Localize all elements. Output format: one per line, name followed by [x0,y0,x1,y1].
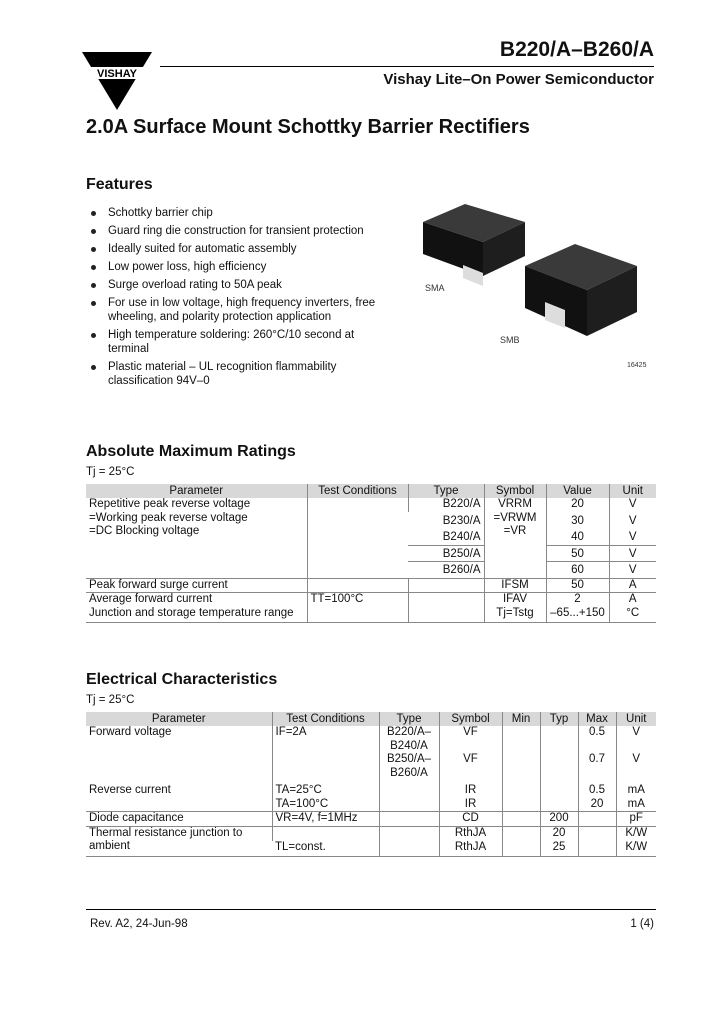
param-line: Repetitive peak reverse voltage [89,498,251,510]
list-item: Surge overload rating to 50A peak [86,278,376,292]
table-row [86,607,656,623]
footer-revision: Rev. A2, 24-Jun-98 [90,918,188,930]
list-item: High temperature soldering: 260°C/10 second at terminal [86,328,376,356]
table-cell: CD [439,812,502,827]
table-cell [272,826,379,841]
table-cell: A [609,593,656,607]
table-cell: V [616,753,656,784]
table-cell: IR [439,798,502,812]
ec-heading: Electrical Characteristics [86,671,278,688]
col-header: Symbol [439,712,502,726]
table-cell [540,753,578,784]
col-header: Type [408,484,484,498]
table-cell: Peak forward surge current [86,578,307,593]
table-cell: Diode capacitance [86,812,272,827]
table-cell: B220/A– B240/A [379,726,439,753]
col-header: Parameter [86,484,307,498]
sma-package [423,204,525,286]
table-cell: VF [439,726,502,753]
table-cell: pF [616,812,656,827]
table-cell: 2 [546,593,609,607]
col-header: Type [379,712,439,726]
company-subtitle: Vishay Lite–On Power Semiconductor [383,71,654,88]
col-header: Parameter [86,712,272,726]
table-cell: IFSM [484,578,546,593]
table-header-row [86,484,656,498]
table-cell: VR=4V, f=1MHz [272,812,379,827]
table-cell: B250/A [408,545,484,562]
part-number-title: B220/A–B260/A [499,38,654,61]
footer-rule [86,909,656,910]
table-cell: V [609,512,656,529]
table-cell [379,812,439,827]
table-cell: –65...+150 [546,607,609,623]
table-row [86,578,656,593]
table-cell [408,593,484,607]
table-cell [502,784,540,798]
figure-ref: 16425 [627,362,647,369]
table-cell [379,841,439,856]
table-cell: TA=100°C [272,798,379,812]
table-cell: 25 [540,841,578,856]
table-cell: mA [616,784,656,798]
table-cell [540,726,578,753]
table-cell: B260/A [408,562,484,579]
table-cell: K/W [616,841,656,856]
table-cell [86,498,307,578]
table-cell: RthJA [439,841,502,856]
table-row [86,753,656,784]
table-cell: V [609,498,656,512]
package-drawing [405,190,655,370]
smb-package [525,244,637,336]
table-cell: TT=100°C [307,593,408,607]
header-rule [160,66,654,67]
footer-page-number: 1 (4) [630,918,654,930]
symbol-line: =VRWM [493,511,537,524]
table-row [86,726,656,753]
list-item: Plastic material – UL recognition flammability classification 94V–0 [86,360,376,388]
table-cell [379,784,439,798]
table-cell: B220/A [408,498,484,512]
table-cell: Junction and storage temperature range [89,606,294,619]
table-cell: V [609,562,656,579]
col-header: Symbol [484,484,546,498]
list-item: Guard ring die construction for transient protection [86,224,376,238]
table-cell [379,798,439,812]
table-cell: RthJA [439,826,502,841]
table-cell: IF=2A [272,726,379,753]
features-list [86,206,376,392]
table-row [86,812,656,827]
col-header: Unit [616,712,656,726]
table-cell [408,578,484,593]
table-cell: 0.5 [578,726,616,753]
table-cell: A [609,578,656,593]
list-item: For use in low voltage, high frequency inverters, free wheeling, and polarity protection application [86,296,376,324]
list-item: Ideally suited for automatic assembly [86,242,376,256]
symbol-line: =VR [503,525,527,537]
col-header: Typ [540,712,578,726]
table-row [86,798,656,812]
table-cell [484,498,546,578]
ec-table [86,712,656,857]
table-cell [578,826,616,841]
table-cell: 0.5 [578,784,616,798]
param-line: =Working peak reverse voltage [89,511,248,524]
table-cell: VF [439,753,502,784]
table-cell: Tj=Tstg [484,607,546,623]
table-cell: 60 [546,562,609,579]
table-cell [578,841,616,856]
table-row [86,784,656,798]
list-item: Schottky barrier chip [86,206,376,220]
table-cell: 50 [546,578,609,593]
table-cell: V [616,726,656,753]
table-cell: V [609,545,656,562]
table-cell [307,578,408,593]
smb-label: SMB [500,335,520,345]
ec-condition: Tj = 25°C [86,694,135,706]
table-cell [86,798,272,812]
table-cell [502,826,540,841]
col-header: Test Conditions [307,484,408,498]
col-header: Unit [609,484,656,498]
vishay-logo [82,52,152,110]
features-heading: Features [86,176,153,193]
table-cell [502,753,540,784]
amr-condition: Tj = 25°C [86,466,135,478]
table-cell [307,607,408,623]
sma-label: SMA [425,283,445,293]
table-cell [502,812,540,827]
table-cell [540,784,578,798]
table-cell: Thermal resistance junction to ambient [86,826,272,856]
amr-table [86,484,656,623]
table-cell: Average forward current [86,593,307,607]
col-header: Min [502,712,540,726]
table-cell [578,812,616,827]
table-cell: 200 [540,812,578,827]
table-cell: 50 [546,545,609,562]
table-cell [502,841,540,856]
table-cell: K/W [616,826,656,841]
package-image [405,190,655,370]
table-cell [272,753,379,784]
col-header: Test Conditions [272,712,379,726]
table-cell: 0.7 [578,753,616,784]
table-cell: IR [439,784,502,798]
table-cell: TA=25°C [272,784,379,798]
table-row [86,593,656,607]
table-cell [502,798,540,812]
logo-text: VISHAY [97,68,137,80]
table-cell: 20 [578,798,616,812]
table-cell: 30 [546,512,609,529]
table-cell: 20 [540,826,578,841]
table-cell: 40 [546,528,609,545]
col-header: Value [546,484,609,498]
table-cell: 20 [546,498,609,512]
table-cell: mA [616,798,656,812]
list-item: Low power loss, high efficiency [86,260,376,274]
table-cell [307,498,408,578]
table-cell: TL=const. [275,841,326,853]
table-row [86,498,656,512]
table-row [86,826,656,841]
table-cell: B240/A [442,531,481,543]
table-cell [379,826,439,841]
table-cell: Reverse current [89,784,171,796]
table-cell [540,798,578,812]
table-cell [408,607,484,623]
table-cell: °C [609,607,656,623]
page-title: 2.0A Surface Mount Schottky Barrier Rectifiers [86,116,530,138]
table-cell [502,726,540,753]
table-cell: B230/A [442,514,481,527]
table-cell: B250/A– B260/A [379,753,439,784]
symbol-line: VRRM [498,498,532,510]
table-cell: IFAV [484,593,546,607]
table-cell: V [609,528,656,545]
param-line: =DC Blocking voltage [89,525,200,537]
table-header-row [86,712,656,726]
amr-heading: Absolute Maximum Ratings [86,443,296,460]
col-header: Max [578,712,616,726]
table-cell: Forward voltage [89,726,172,738]
table-cell [86,753,272,784]
